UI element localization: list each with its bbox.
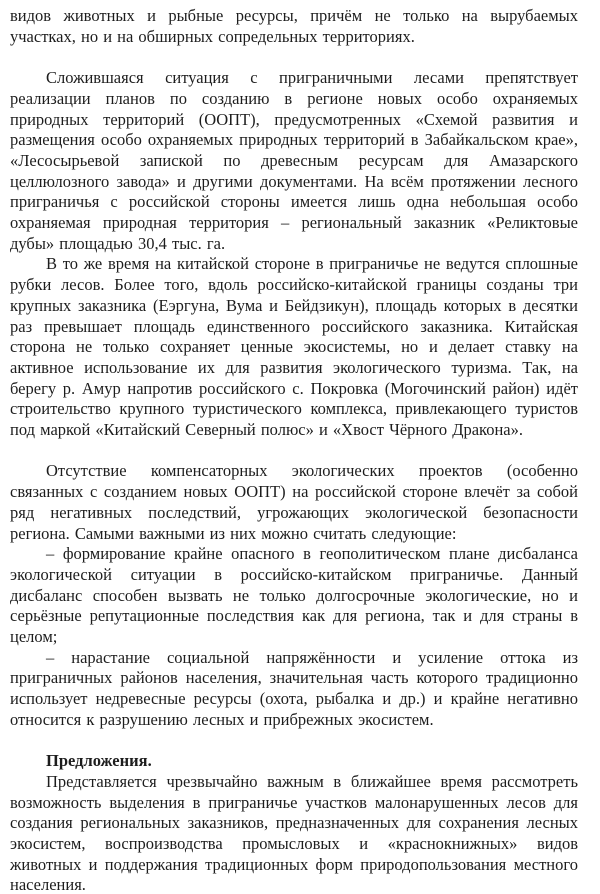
paragraph-proposals: Представляется чрезвычайно важным в ближайшее время рассмотреть возможность выделения в приграничье участков малонарушенных лесов для создания региональных заказников, предназначенных для сохранения лесных экосистем, воспроизводства промысловых и «краснокнижных» видов животных и поддержания традиционных форм природопользования местного населения. <box>10 771 578 894</box>
paragraph-continuation: видов животных и рыбные ресурсы, причём не только на вырубаемых участках, но и на обширных сопредельных территориях. <box>10 6 578 46</box>
list-item-geopolitical-imbalance: – формирование крайне опасного в геополитическом плане дисбаланса экологической ситуации в российско-китайском приграничье. Данный дисбаланс способен вызвать не только долгосрочные экологические, но и серьёзные репутационные последствия как для региона, так и для страны в целом; <box>10 544 578 647</box>
list-item-social-tension: – нарастание социальной напряжённости и усиление оттока из приграничных районов населения, значительная часть которого традиционно использует недревесные ресурсы (охота, рыбалка и др.) и крайне негативно относится к разрушению лесных и прибрежных экосистем. <box>10 647 578 729</box>
paragraph-situation-oopt: Сложившаяся ситуация с приграничными лесами препятствует реализации планов по созданию в регионе новых особо охраняемых природных территорий (ООПТ), предусмотренных «Схемой развития и размещения особо охраняемых природных территорий в Забайкальском крае», «Лесосырьевой запиской по древесным ресурсам для Амазарского целлюлозного завода» и другими документами. На всём протяжении лесного приграничья с российской стороны имеется лишь одна небольшая особо охраняемая природная территория – региональный заказник «Реликтовые дубы» площадью 30,4 тыс. га. <box>10 68 578 253</box>
paragraph-consequences-intro: Отсутствие компенсаторных экологических проектов (особенно связанных с созданием новых ООПТ) на российской стороне влечёт за собой ряд негативных последствий, угрожающих экологической безопасности региона. Самыми важными из них можно считать следующие: <box>10 461 578 543</box>
paragraph-china-side: В то же время на китайской стороне в приграничье не ведутся сплошные рубки лесов. Более того, вдоль российско-китайской границы созданы три крупных заказника (Еэргуна, Вума и Бейдзикун), площадь которых в десятки раз превышает площадь единственного российского заказника. Китайская сторона не только сохраняет ценные экосистемы, но и делает ставку на активное использование их для развития экологического туризма. Так, на берегу р. Амур напротив российского с. Покровка (Могочинский район) идёт строительство крупного туристического комплекса, привлекающего туристов под маркой «Китайский Северный полюс» и «Хвост Чёрного Дракона». <box>10 254 578 440</box>
section-heading-proposals: Предложения. <box>46 751 152 771</box>
